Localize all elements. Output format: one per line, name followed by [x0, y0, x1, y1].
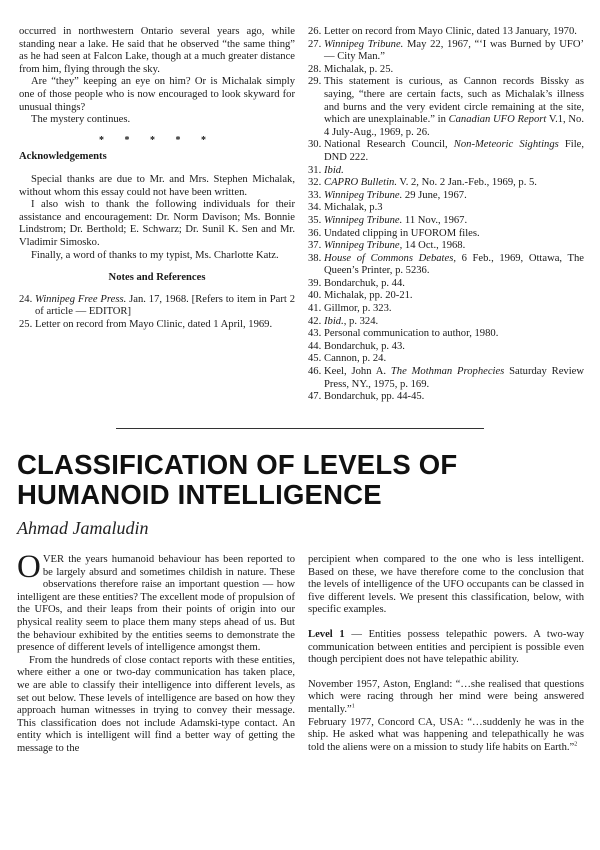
note-text: Undated clipping in UFOROM files. [324, 227, 480, 239]
previous-article-left-column [19, 26, 295, 331]
note-number: 32. [308, 177, 322, 189]
section-separator: * * * * * [99, 134, 215, 146]
note-text: Michalak, p.3 [324, 202, 383, 214]
note-item [308, 366, 584, 391]
example-paragraph [308, 717, 584, 755]
note-number: 41. [308, 303, 322, 315]
note-item [308, 202, 584, 215]
note-text: Bondarchuk, pp. 44-45. [324, 391, 425, 403]
note-item [308, 190, 584, 203]
note-number: 38. [308, 252, 322, 264]
note-item [308, 177, 584, 190]
notes-list-left [19, 294, 295, 332]
note-text: National Research Council, Non-Meteoric Sightings File, DND 222. [324, 139, 584, 163]
note-item [308, 39, 584, 64]
note-number: 24. [19, 293, 33, 305]
note-text: Bondarchuk, p. 44. [324, 277, 405, 289]
note-number: 27. [308, 38, 322, 50]
note-number: 42. [308, 315, 322, 327]
note-number: 39. [308, 277, 322, 289]
note-text: Bondarchuk, p. 43. [324, 340, 405, 352]
note-text: Michalak, pp. 20-21. [324, 290, 413, 302]
article-divider [116, 428, 484, 429]
note-text: Cannon, p. 24. [324, 353, 387, 365]
note-item [308, 341, 584, 354]
article-right-column [308, 554, 584, 754]
body-paragraph: The mystery continues. [31, 114, 131, 126]
note-number: 37. [308, 240, 322, 252]
article-title [17, 450, 457, 510]
footnote-ref[interactable]: 1 [351, 703, 355, 710]
note-number: 29. [308, 76, 322, 88]
note-item [308, 391, 584, 404]
level-description: — Entities possess telepathic powers. A two-way communication between entities and percipient is possible even though percipient does not have telepathic ability. [308, 628, 584, 666]
note-text: Letter on record from Mayo Clinic, dated 13 January, 1970. [324, 26, 577, 37]
note-number: 35. [308, 214, 322, 226]
note-item [308, 290, 584, 303]
footnote-ref[interactable]: 2 [574, 741, 578, 748]
note-number: 25. [19, 318, 33, 330]
note-number: 45. [308, 353, 322, 365]
note-item [308, 353, 584, 366]
note-item [19, 319, 295, 332]
note-item [308, 165, 584, 178]
note-item [308, 253, 584, 278]
note-item [308, 26, 584, 39]
acknowledgements-heading: Acknowledgements [19, 151, 107, 163]
example-paragraph [308, 679, 584, 717]
note-number: 28. [308, 63, 322, 75]
note-number: 34. [308, 202, 322, 214]
notes-list-right [308, 26, 584, 404]
note-item [308, 64, 584, 77]
note-number: 30. [308, 139, 322, 151]
previous-article-right-column [308, 26, 584, 404]
body-paragraph: occurred in northwestern Ontario several years ago, while standing near a lake. He said that he observed “the same thing” as he had seen at Falcon Lake, though at a much greater distance from him, flying through the sky. [19, 26, 295, 75]
notes-heading: Notes and References [108, 272, 206, 284]
note-text: Ibid., p. 324. [324, 315, 379, 327]
article-author: Ahmad Jamaludin [17, 518, 149, 538]
level-label: Level 1 [308, 628, 345, 640]
acknowledgement-paragraph: I also wish to thank the following individuals for their assistance and encouragement: Dr. Norm Davison; Ms. Bonnie Lindstrom; Dr. Berthold; E. Schwarz; Dr. Sunil K. Sen and Mr. Vladimir Simosko. [19, 199, 295, 248]
note-text: Winnipeg Tribune, 14 Oct., 1968. [324, 240, 466, 252]
note-item [19, 294, 295, 319]
article-left-column [17, 549, 295, 756]
article-title-line: HUMANOID INTELLIGENCE [17, 479, 382, 510]
note-number: 47. [308, 391, 322, 403]
note-item [308, 215, 584, 228]
note-text: CAPRO Bulletin. V. 2, No. 2 Jan.-Feb., 1969, p. 5. [324, 177, 537, 189]
note-number: 43. [308, 328, 322, 340]
note-number: 36. [308, 227, 322, 239]
body-paragraph: percipient when compared to the one who is less intelligent. Based on these, we have therefore come to the conclusion that the levels of intelligence of the UFO occupants can be classed in five different levels. We present this classification, below, with specific examples. [308, 554, 584, 616]
note-number: 31. [308, 164, 322, 176]
note-text: Gillmor, p. 323. [324, 303, 392, 315]
note-number: 44. [308, 340, 322, 352]
level-1-paragraph [308, 629, 584, 667]
note-text: Winnipeg Tribune. May 22, 1967, “‘I was Burned by UFO’ — City Man.” [324, 38, 584, 63]
drop-cap: O [17, 549, 41, 585]
note-number: 26. [308, 26, 322, 37]
note-item [308, 240, 584, 253]
note-number: 33. [308, 189, 322, 201]
note-number: 46. [308, 366, 322, 378]
note-item [308, 316, 584, 329]
note-number: 40. [308, 290, 322, 302]
example-text: February 1977, Concord CA, USA: “…suddenly he was in the ship. He asked what was happening and telepathically he was told the aliens were on a mission to study life habits on Earth.” [308, 716, 584, 753]
note-text: Winnipeg Tribune. 29 June, 1967. [324, 189, 467, 201]
note-text: Winnipeg Tribune. 11 Nov., 1967. [324, 214, 468, 226]
note-text: Winnipeg Free Press. Jan. 17, 1968. [Refers to item in Part 2 of article — EDITOR] [35, 293, 295, 318]
note-text: Keel, John A. The Mothman Prophecies Saturday Review Press, NY., 1975, p. 169. [324, 366, 584, 390]
note-text: Michalak, p. 25. [324, 63, 394, 75]
body-paragraph: From the hundreds of close contact reports with these entities, where either a one or two-day communication has taken place, we are able to classify their intelligence into different levels, as set out below. These levels of intelligence are based on how they approach human witnesses in trying to convey their message. This classification does not include Adamski-type contact. An entity which is intelligent will find a better way of getting the message to the [17, 654, 295, 754]
note-text: This statement is curious, as Cannon records Bissky as saying, “there are certain facts, such as Michalak’s illness and burns and the very evident circle remaining at the site, which are unexplainable.” in Canadian UFO Report V.1, No. 4 July-Aug., 1969, p. 26. [324, 76, 584, 138]
note-item [308, 328, 584, 341]
acknowledgement-paragraph: Finally, a word of thanks to my typist, Ms. Charlotte Katz. [31, 249, 279, 261]
article-title-line: CLASSIFICATION OF LEVELS OF [17, 449, 458, 480]
example-text: November 1957, Aston, England: “…she realised that questions which were racing through her mind were being answered mentally.” [308, 678, 584, 715]
body-paragraph: Are “they” keeping an eye on him? Or is Michalak simply one of those people who is now encouraged to look skyward for unusual things? [19, 76, 295, 113]
note-item [308, 278, 584, 291]
opening-text: VER the years humanoid behaviour has been reported to be largely absurd and sometimes childish in nature. These observations therefore raise an important question — how intelligent are these entities? The excellent mode of propulsion of the UFOs, and their leaps from their points of origin into our physical reality seem to place them many steps ahead of us. But the behaviour exhibited by the entities seems to demonstrate the presence of different levels of intelligence amongst them. [17, 554, 295, 654]
note-text: House of Commons Debates, 6 Feb., 1969, Ottawa, The Queen’s Printer, p. 5236. [324, 252, 584, 277]
body-paragraph [17, 549, 295, 655]
note-item [308, 139, 584, 164]
note-item [308, 228, 584, 241]
note-item [308, 76, 584, 139]
acknowledgement-paragraph: Special thanks are due to Mr. and Mrs. Stephen Michalak, without whom this essay could not have been written. [19, 173, 295, 198]
note-text: Letter on record from Mayo Clinic, dated 1 April, 1969. [35, 318, 273, 330]
note-item [308, 303, 584, 316]
note-text: Ibid. [324, 164, 344, 176]
note-text: Personal communication to author, 1980. [324, 328, 499, 340]
